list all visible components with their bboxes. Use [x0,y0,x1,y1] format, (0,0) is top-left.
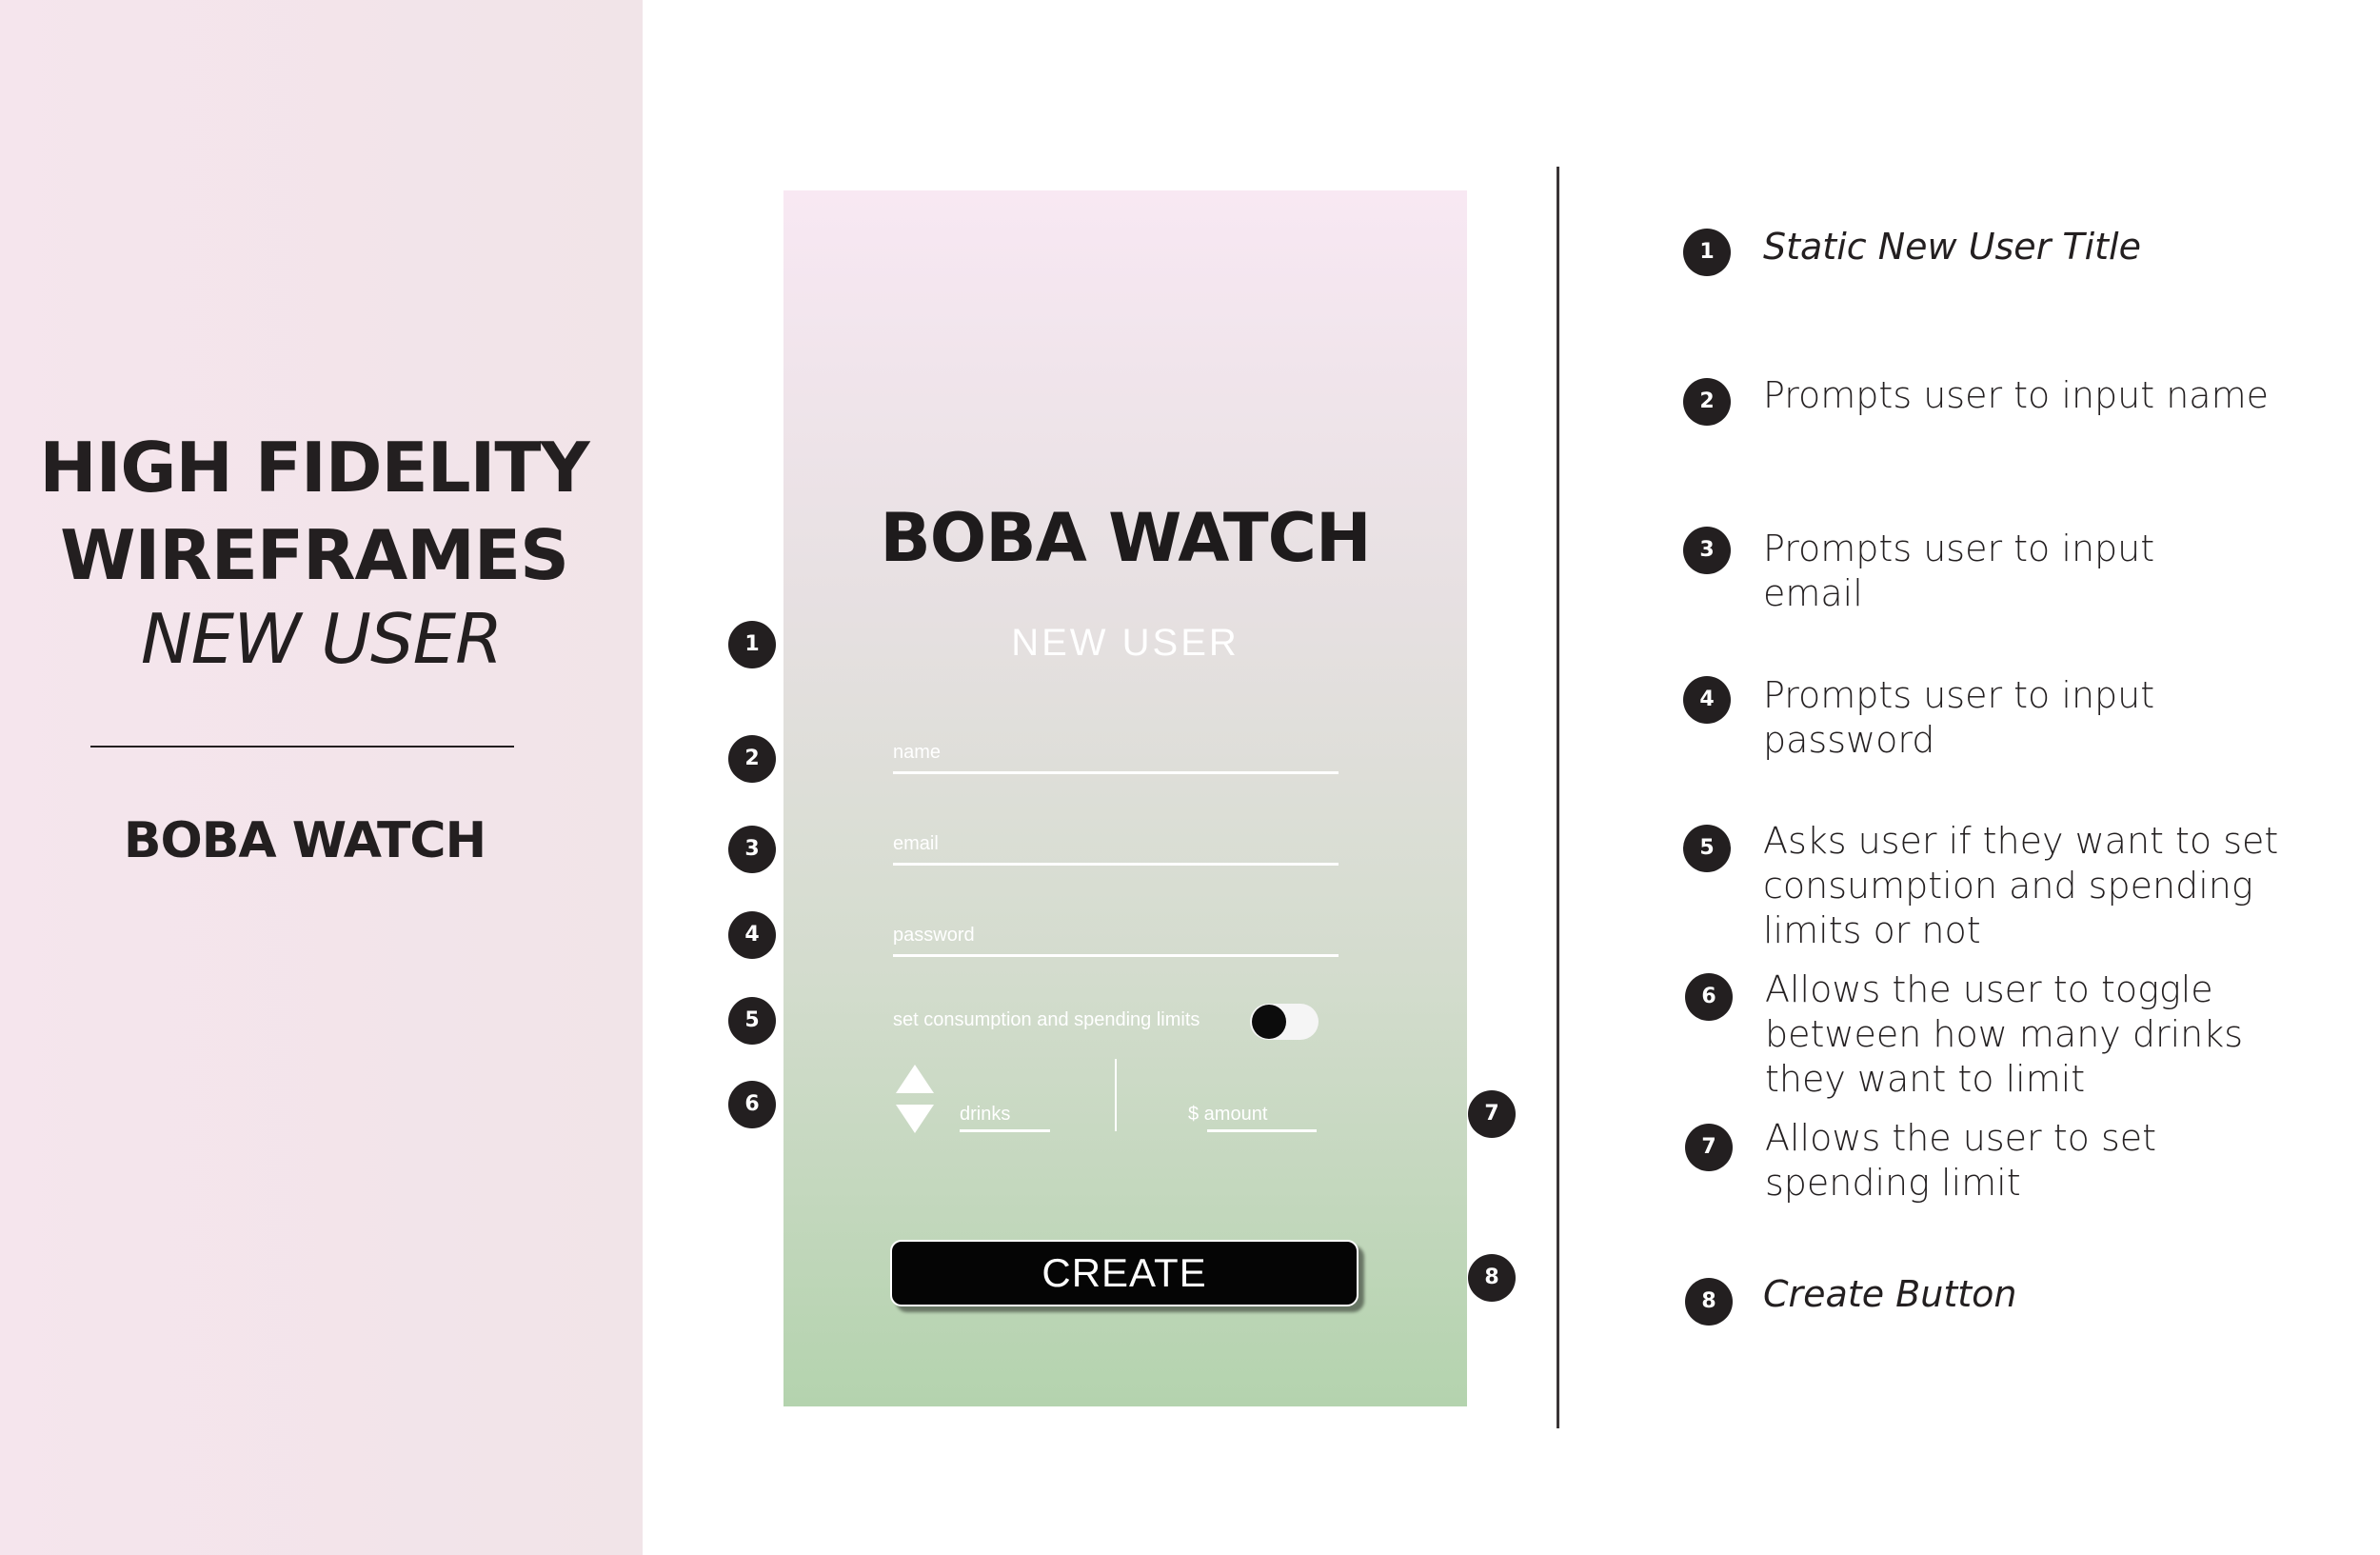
legend-badge: 4 [1683,676,1731,724]
create-button[interactable]: CREATE [890,1240,1359,1306]
callout-badge: 8 [1468,1254,1516,1302]
limits-divider [1115,1059,1117,1131]
legend-text: Prompts user to input password [1763,674,2155,761]
legend-text: Create Button [1763,1273,2017,1315]
sidebar [0,0,643,1555]
toggle-knob [1252,1005,1286,1039]
sidebar-subtitle: NEW USER [140,599,503,679]
email-field[interactable] [893,825,1339,866]
callout-badge: 5 [728,997,776,1045]
phone-screen [783,190,1467,1406]
stepper-down-icon[interactable] [896,1105,934,1133]
legend-text: Allows the user to toggle between how many drinks they want to limit [1765,968,2244,1100]
legend-badge: 2 [1683,378,1731,426]
drinks-field[interactable] [960,1099,1050,1132]
new-user-title: NEW USER [1011,622,1240,664]
password-field-placeholder: password [893,925,975,946]
drinks-label: drinks [960,1104,1011,1125]
name-field[interactable] [893,733,1339,774]
callout-badge: 4 [728,911,776,959]
amount-field[interactable] [1188,1099,1317,1132]
legend-text: Allows the user to set spending limit [1765,1117,2157,1204]
app-title: BOBA WATCH [880,499,1371,577]
sidebar-title-line2: WIREFRAMES [60,515,568,595]
vertical-separator [1557,167,1559,1428]
legend-text: Asks user if they want to set consumption and spending limits or not [1763,820,2279,951]
legend-badge: 8 [1685,1278,1733,1326]
legend-badge: 6 [1685,973,1733,1021]
callout-badge: 3 [728,826,776,873]
legend-badge: 7 [1685,1124,1733,1171]
callout-badge: 1 [728,621,776,668]
sidebar-title-line1: HIGH FIDELITY [39,428,589,508]
legend-text: Prompts user to input name [1763,374,2269,416]
legend-badge: 5 [1683,825,1731,872]
callout-badge: 6 [728,1081,776,1128]
callout-badge: 7 [1468,1090,1516,1138]
legend-text: Static New User Title [1763,226,2141,268]
legend-text: Prompts user to input email [1763,528,2155,614]
stepper-up-icon[interactable] [896,1065,934,1093]
email-field-placeholder: email [893,833,939,854]
amount-label: $ amount [1188,1104,1268,1125]
legend-badge: 3 [1683,527,1731,574]
legend-badge: 1 [1683,229,1731,276]
sidebar-app-name: BOBA WATCH [123,812,486,869]
callout-badge: 2 [728,735,776,783]
limits-toggle-label: set consumption and spending limits [893,1009,1200,1030]
name-field-placeholder: name [893,742,942,763]
limits-toggle[interactable] [1250,1004,1319,1040]
sidebar-divider [90,746,514,748]
password-field[interactable] [893,916,1339,957]
